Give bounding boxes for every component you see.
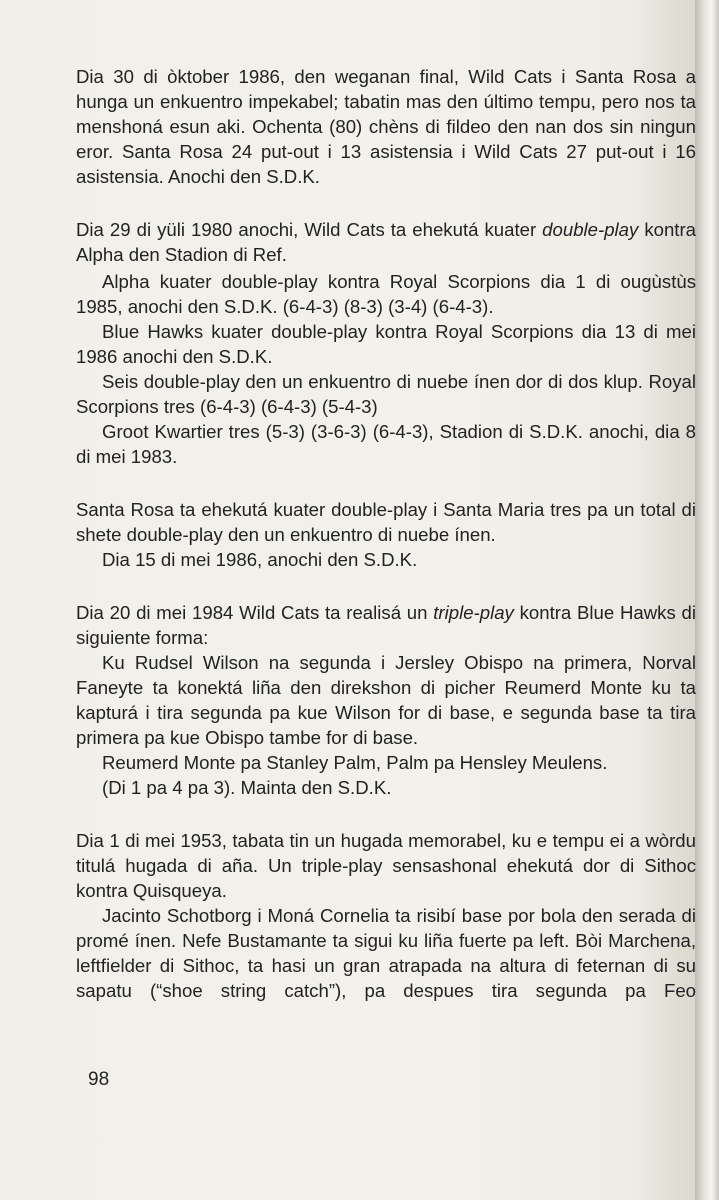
emphasis: triple-play [433, 602, 514, 623]
paragraph: Seis double-play den un enkuentro di nuebe ínen dor di dos klup. Royal Scorpions tres (6-4-3) (6-4-3) (5-4-3) [76, 371, 696, 417]
paragraph: Dia 1 di mei 1953, tabata tin un hugada memorabel, ku e tempu ei a wòrdu titulá hugada di aña. Un triple-play sensashonal ehekutá dor di Sithoc kontra Quisqueya. [76, 830, 696, 901]
body-text [76, 64, 696, 1003]
paragraph: Alpha kuater double-play kontra Royal Scorpions dia 1 di ougùstùs 1985, anochi den S.D.K. (6-4-3) (8-3) (3-4) (6-4-3). [76, 271, 696, 317]
paragraph: Santa Rosa ta ehekutá kuater double-play i Santa Maria tres pa un total di shete double-play den un enkuentro di nuebe ínen. [76, 499, 696, 545]
page-number: 98 [88, 1069, 110, 1090]
paragraph: Reumerd Monte pa Stanley Palm, Palm pa Hensley Meulens. [102, 752, 608, 773]
paragraph: Dia 20 di mei 1984 Wild Cats ta realisá un triple-play kontra Blue Hawks di siguiente forma: [76, 602, 696, 648]
emphasis: double-play [542, 219, 639, 240]
paragraph: Ku Rudsel Wilson na segunda i Jersley Obispo na primera, Norval Faneyte ta konektá liña den direkshon di picher Reumerd Monte ku ta kapturá i tira segunda pa kue Wilson for di base, e segunda base ta tira primera pa kue Obispo tambe for di base. [76, 652, 696, 748]
paragraph: Dia 15 di mei 1986, anochi den S.D.K. [102, 549, 418, 570]
paragraph: Blue Hawks kuater double-play kontra Royal Scorpions dia 13 di mei 1986 anochi den S.D.K. [76, 321, 696, 367]
paragraph: Dia 29 di yüli 1980 anochi, Wild Cats ta ehekutá kuater double-play kontra Alpha den Stadion di Ref. [76, 219, 697, 265]
book-spine [695, 0, 719, 1200]
paragraph: Dia 30 di òktober 1986, den weganan final, Wild Cats i Santa Rosa a hunga un enkuentro impekabel; tabatin mas den último tempu, pero nos ta menshoná esun aki. Ochenta (80) chèns di fildeo den nan dos sin ningun eror. Santa Rosa 24 put-out i 13 asistensia i Wild Cats 27 put-out i 16 asistensia. Anochi den S.D.K. [76, 66, 696, 187]
paragraph: Jacinto Schotborg i Moná Cornelia ta risibí base por bola den serada di promé ínen. Nefe Bustamante ta sigui ku liña fuerte pa left. Bòi Marchena, leftfielder di Sithoc, ta hasi un gran atrapada na altura di feternan di su sapatu (“shoe string catch”), pa despues tira segunda pa Feo [76, 905, 696, 1001]
paragraph: (Di 1 pa 4 pa 3). Mainta den S.D.K. [102, 777, 392, 798]
paragraph: Groot Kwartier tres (5-3) (3-6-3) (6-4-3), Stadion di S.D.K. anochi, dia 8 di mei 1983. [76, 421, 696, 467]
